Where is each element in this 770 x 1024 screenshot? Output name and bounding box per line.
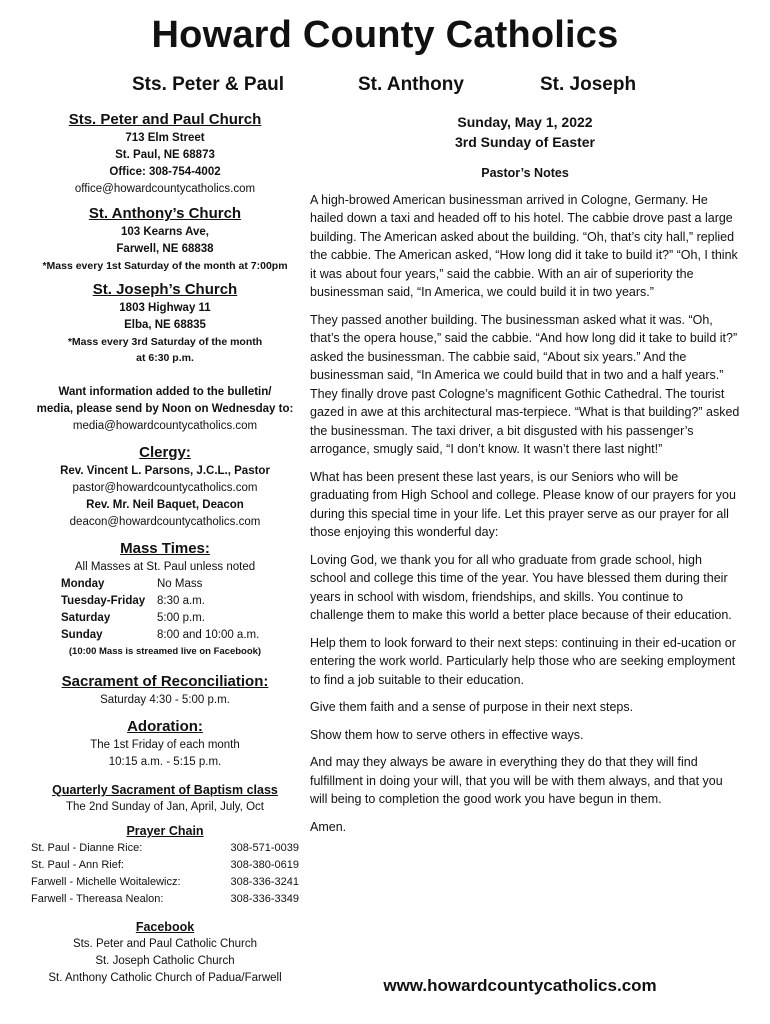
prayer-chain-table bbox=[31, 840, 299, 908]
church-address: Elba, NE 68835 bbox=[124, 319, 206, 331]
mass-row bbox=[61, 576, 269, 593]
church-name: Sts. Peter and Paul Church bbox=[68, 111, 262, 128]
mass-row bbox=[61, 627, 269, 644]
notes-paragraph: They passed another building. The businessman asked what it was. “Oh, that’s the opera house,” said the cabbie. “And how long did it take to build it?” asked the businessman. The cabbie said, “About six years.” And the businessman said, “In America we could build that in two and a half years.” They finally drove past Cologne’s magnificent Gothic Cathedral. The tourist gazed in awe at this architectural mas-terpiece. “What is that building?” asked the businessman. The taxi driver, a bit disgusted with his passenger’s arrogance, smugly said, “I don’t know. It wasn’t there last night!” bbox=[310, 312, 740, 456]
mass-times-heading: Mass Times: bbox=[120, 540, 210, 557]
prayer-chain-row bbox=[31, 874, 299, 891]
church-name: St. Anthony’s Church bbox=[88, 205, 242, 222]
church-address: 1803 Highway 11 bbox=[119, 302, 211, 314]
sidebar bbox=[20, 110, 310, 987]
adoration-heading: Adoration: bbox=[127, 718, 203, 735]
main-content bbox=[310, 110, 740, 845]
website-link[interactable]: www.howardcountycatholics.com bbox=[383, 976, 657, 995]
contact-name: St. Paul - Dianne Rice: bbox=[31, 842, 143, 854]
contact-phone: 308-380-0619 bbox=[230, 859, 299, 871]
facebook-page: St. Joseph Catholic Church bbox=[95, 955, 235, 967]
adoration-schedule: The 1st Friday of each month bbox=[90, 739, 240, 751]
mass-time: No Mass bbox=[157, 578, 203, 590]
baptism-schedule: The 2nd Sunday of Jan, April, July, Oct bbox=[66, 801, 264, 813]
mass-time: 8:30 a.m. bbox=[157, 595, 205, 607]
church-email[interactable]: office@howardcountycatholics.com bbox=[74, 183, 256, 195]
prayer-paragraph: Loving God, we thank you for all who graduate from grade school, high school and college this time of the year. You have blessed them during their years in school with wisdom, friendships, and skills. You continue to challenge them to make this world a better place because of their education. bbox=[310, 552, 732, 622]
prayer-paragraph: And may they always be aware in everything they do that they will find fulfillment in doing your will, that you will be with them always, and that you will being to completion the good work you have begun in them. bbox=[310, 755, 723, 806]
mass-time: 8:00 and 10:00 a.m. bbox=[157, 629, 260, 641]
stream-note: (10:00 Mass is streamed live on Facebook) bbox=[68, 646, 262, 657]
contact-phone: 308-571-0039 bbox=[230, 842, 299, 854]
mass-note: *Mass every 3rd Saturday of the month bbox=[67, 336, 263, 348]
church-address: 713 Elm Street bbox=[125, 132, 205, 144]
mass-day: Monday bbox=[61, 578, 105, 590]
mass-times-subtitle: All Masses at St. Paul unless noted bbox=[74, 561, 256, 573]
church-name: St. Joseph’s Church bbox=[92, 281, 238, 298]
prayer-chain-row bbox=[31, 857, 299, 874]
church-address: 103 Kearns Ave, bbox=[120, 226, 209, 238]
mass-time: 5:00 p.m. bbox=[157, 612, 205, 624]
pastor-name: Rev. Vincent L. Parsons, J.C.L., Pastor bbox=[60, 465, 270, 477]
bulletin-date: Sunday, May 1, 2022 bbox=[457, 114, 593, 130]
mass-note: *Mass every 1st Saturday of the month at 7:00pm bbox=[42, 260, 288, 272]
liturgical-day: 3rd Sunday of Easter bbox=[454, 134, 596, 150]
baptism-heading: Quarterly Sacrament of Baptism class bbox=[52, 783, 278, 797]
reconciliation-heading: Sacrament of Reconciliation: bbox=[61, 673, 269, 690]
church-address: Farwell, NE 68838 bbox=[116, 243, 214, 255]
notes-paragraph: What has been present these last years, is our Seniors who will be graduating from High School and college. Please know of our prayers for you during this special time in your life. Let this prayer serve as our prayer for all those enjoying this wonderful day: bbox=[310, 469, 736, 539]
facebook-page: Sts. Peter and Paul Catholic Church bbox=[72, 938, 258, 950]
contact-name: St. Paul - Ann Rief: bbox=[31, 859, 124, 871]
mass-times-table bbox=[61, 576, 269, 644]
contact-name: Farwell - Michelle Woitalewicz: bbox=[31, 876, 181, 888]
bulletin-info: media, please send by Noon on Wednesday to: bbox=[36, 403, 294, 415]
facebook-heading: Facebook bbox=[135, 920, 195, 934]
prayer-paragraph: Help them to look forward to their next steps: continuing in their ed-ucation or entering the work world. Particularly help those who are seeking employment to find a job suitable to their education. bbox=[310, 635, 736, 687]
mass-row bbox=[61, 593, 269, 610]
pastor-email[interactable]: pastor@howardcountycatholics.com bbox=[72, 482, 258, 494]
adoration-time: 10:15 a.m. - 5:15 p.m. bbox=[108, 756, 222, 768]
prayer-chain-row bbox=[31, 840, 299, 857]
mass-row bbox=[61, 610, 269, 627]
notes-paragraph: A high-browed American businessman arrived in Cologne, Germany. He hailed down a taxi and headed off to his hotel. The cabbie drove past a large building. The American asked about the building. “Oh, that’s city hall,” replied the cabbie. The American asked, “How long did it take to build it?” “Oh, I think it was about four years,” said the cabbie. With an air of superiority the businessman said, “In America, we could build it in two years.” bbox=[310, 192, 738, 299]
pastors-notes-heading: Pastor’s Notes bbox=[481, 166, 569, 180]
church-phone: Office: 308-754-4002 bbox=[109, 166, 221, 178]
prayer-paragraph: Give them faith and a sense of purpose in their next steps. bbox=[310, 700, 634, 714]
deacon-email[interactable]: deacon@howardcountycatholics.com bbox=[69, 516, 261, 528]
parish-name: St. Joseph bbox=[540, 74, 637, 95]
prayer-closing: Amen. bbox=[310, 819, 347, 834]
contact-phone: 308-336-3241 bbox=[230, 876, 299, 888]
parish-name: Sts. Peter & Paul bbox=[132, 74, 285, 95]
prayer-chain-row bbox=[31, 891, 299, 908]
media-email[interactable]: media@howardcountycatholics.com bbox=[72, 420, 258, 432]
contact-phone: 308-336-3349 bbox=[230, 893, 299, 905]
clergy-heading: Clergy: bbox=[139, 444, 191, 461]
prayer-chain-heading: Prayer Chain bbox=[126, 824, 204, 838]
parish-name: St. Anthony bbox=[358, 74, 464, 95]
prayer-paragraph: Show them how to serve others in effective ways. bbox=[310, 727, 584, 742]
mass-day: Sunday bbox=[61, 629, 103, 641]
facebook-page: St. Anthony Catholic Church of Padua/Farwell bbox=[48, 972, 282, 984]
church-address: St. Paul, NE 68873 bbox=[115, 149, 215, 161]
mass-note: at 6:30 p.m. bbox=[136, 352, 194, 364]
reconciliation-time: Saturday 4:30 - 5:00 p.m. bbox=[100, 694, 230, 706]
mass-day: Saturday bbox=[61, 612, 111, 624]
mass-day: Tuesday-Friday bbox=[61, 595, 146, 607]
contact-name: Farwell - Thereasa Nealon: bbox=[31, 893, 164, 905]
bulletin-info: Want information added to the bulletin/ bbox=[58, 386, 272, 398]
page-title: Howard County Catholics bbox=[151, 14, 619, 56]
deacon-name: Rev. Mr. Neil Baquet, Deacon bbox=[86, 499, 244, 511]
